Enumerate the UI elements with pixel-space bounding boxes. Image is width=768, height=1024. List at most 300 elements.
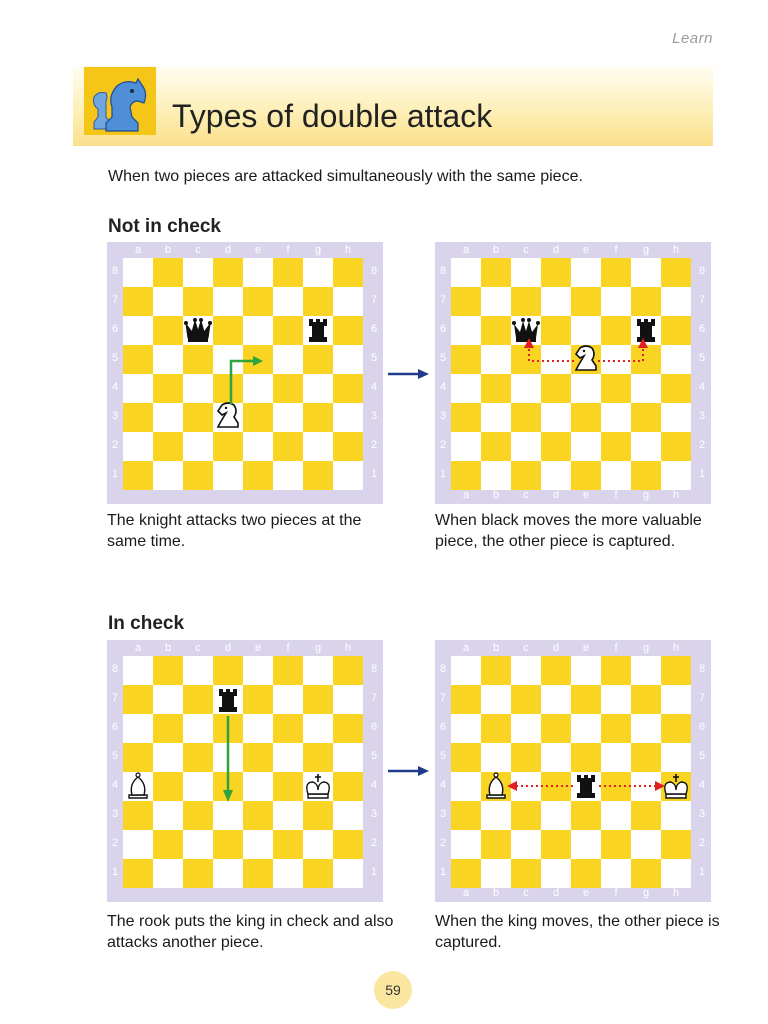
rank-label: 8: [698, 265, 706, 277]
rank-label: 6: [370, 323, 378, 335]
board-square: [333, 801, 363, 830]
board-square: [213, 801, 243, 830]
board-square: [123, 316, 153, 345]
board-square: [451, 345, 481, 374]
board-square: [123, 714, 153, 743]
board-square: [303, 859, 333, 888]
file-label: a: [462, 887, 470, 899]
board-square: [273, 801, 303, 830]
file-label: e: [582, 489, 590, 501]
board-square: [631, 374, 661, 403]
board-square: [511, 714, 541, 743]
file-label: g: [642, 244, 650, 256]
file-label: a: [462, 244, 470, 256]
rank-label: 2: [111, 837, 119, 849]
board-square: [243, 403, 273, 432]
board-square: [571, 258, 601, 287]
rank-label: 7: [439, 692, 447, 704]
file-label: e: [582, 887, 590, 899]
board-square: [153, 714, 183, 743]
board-square: [183, 403, 213, 432]
board-square: [451, 772, 481, 801]
board-square: [481, 403, 511, 432]
file-label: e: [582, 642, 590, 654]
board-square: [123, 374, 153, 403]
board-square: [123, 403, 153, 432]
file-label: d: [552, 887, 560, 899]
board-square: [541, 656, 571, 685]
board-square: [303, 830, 333, 859]
board-square: [511, 461, 541, 490]
board-square: [601, 461, 631, 490]
board-square: [541, 743, 571, 772]
rank-label: 3: [370, 808, 378, 820]
board-square: [661, 432, 691, 461]
rank-label: 8: [111, 265, 119, 277]
rank-label: 6: [370, 721, 378, 733]
board-square: [243, 432, 273, 461]
board-square: [451, 656, 481, 685]
board-square: [661, 287, 691, 316]
board-square: [631, 743, 661, 772]
board-square: [243, 743, 273, 772]
board-square: [601, 830, 631, 859]
file-label: d: [552, 244, 560, 256]
board-square: [661, 801, 691, 830]
board-square: [451, 316, 481, 345]
rank-label: 5: [370, 750, 378, 762]
board-square: [303, 743, 333, 772]
board-square: [661, 656, 691, 685]
board-square: [333, 656, 363, 685]
board-square: [123, 801, 153, 830]
board-square: [213, 287, 243, 316]
board-square: [333, 432, 363, 461]
file-label: c: [523, 642, 529, 654]
file-label: f: [286, 244, 290, 256]
board-square: [631, 830, 661, 859]
board-square: [571, 685, 601, 714]
file-label: a: [134, 244, 142, 256]
board-square: [273, 258, 303, 287]
board-square: [183, 345, 213, 374]
board-square: [183, 743, 213, 772]
board-square: [661, 830, 691, 859]
board-square: [183, 374, 213, 403]
rank-label: 4: [439, 779, 447, 791]
rank-label: 6: [439, 323, 447, 335]
board-square: [273, 859, 303, 888]
board-square: [183, 656, 213, 685]
rank-label: 5: [111, 352, 119, 364]
board-square: [333, 374, 363, 403]
board-square: [273, 714, 303, 743]
rank-label: 8: [370, 265, 378, 277]
board-square: [601, 859, 631, 888]
board-square: [571, 656, 601, 685]
rank-label: 1: [439, 468, 447, 480]
rank-label: 8: [111, 663, 119, 675]
board-square: [511, 287, 541, 316]
rank-label: 5: [698, 352, 706, 364]
board-square: [511, 685, 541, 714]
caption-board-3: The rook puts the king in check and also attacks another piece.: [107, 913, 394, 951]
board-square: [183, 685, 213, 714]
file-label: d: [224, 642, 232, 654]
board-square: [303, 461, 333, 490]
file-label: b: [492, 244, 500, 256]
board-square: [481, 859, 511, 888]
rank-label: 7: [439, 294, 447, 306]
rank-label: 1: [439, 866, 447, 878]
board-square: [541, 432, 571, 461]
board-square: [601, 316, 631, 345]
rank-label: 5: [698, 750, 706, 762]
board-square: [183, 258, 213, 287]
rank-label: 2: [439, 837, 447, 849]
board-square: [661, 258, 691, 287]
board-square: [451, 374, 481, 403]
rank-label: 4: [698, 779, 706, 791]
board-square: [303, 345, 333, 374]
rank-label: 8: [698, 663, 706, 675]
board-square: [123, 859, 153, 888]
file-label: c: [523, 887, 529, 899]
knight-logo-icon: [84, 67, 156, 135]
file-label: g: [314, 244, 322, 256]
rank-label: 7: [111, 294, 119, 306]
rank-label: 7: [698, 692, 706, 704]
file-label: h: [672, 887, 680, 899]
board-square: [153, 374, 183, 403]
board-square: [451, 714, 481, 743]
board-square: [451, 461, 481, 490]
rank-label: 3: [111, 808, 119, 820]
board-square: [183, 287, 213, 316]
board-square: [601, 801, 631, 830]
board-square: [661, 685, 691, 714]
board-square: [631, 656, 661, 685]
board-square: [273, 830, 303, 859]
board-square: [243, 374, 273, 403]
board-square: [153, 801, 183, 830]
intro-text: When two pieces are attacked simultaneously with the same piece.: [108, 168, 583, 185]
rank-label: 5: [111, 750, 119, 762]
white-knight-icon: [576, 346, 596, 370]
board-square: [333, 772, 363, 801]
board-square: [153, 859, 183, 888]
board-square: [243, 461, 273, 490]
rank-label: 8: [370, 663, 378, 675]
file-label: a: [134, 642, 142, 654]
file-label: f: [614, 489, 618, 501]
board-square: [481, 432, 511, 461]
next-arrow-icon: [388, 366, 430, 382]
board-square: [273, 403, 303, 432]
board-square: [661, 403, 691, 432]
rank-label: 4: [111, 381, 119, 393]
file-label: e: [254, 642, 262, 654]
rank-label: 1: [370, 866, 378, 878]
board-square: [661, 461, 691, 490]
board-square: [303, 801, 333, 830]
board-square: [153, 316, 183, 345]
board-square: [273, 345, 303, 374]
board-square: [243, 830, 273, 859]
file-label: g: [642, 489, 650, 501]
board-square: [213, 859, 243, 888]
board-square: [541, 714, 571, 743]
board-square: [541, 287, 571, 316]
board-square: [303, 287, 333, 316]
file-label: b: [164, 642, 172, 654]
board-square: [541, 801, 571, 830]
board-square: [541, 859, 571, 888]
rank-label: 5: [439, 352, 447, 364]
board-square: [123, 656, 153, 685]
caption-board-1: The knight attacks two pieces at the same time.: [107, 512, 362, 550]
file-label: e: [582, 244, 590, 256]
board-square: [333, 830, 363, 859]
rank-label: 7: [698, 294, 706, 306]
board-square: [601, 403, 631, 432]
board-square: [243, 316, 273, 345]
board-square: [213, 830, 243, 859]
board-square: [183, 801, 213, 830]
rank-label: 7: [370, 294, 378, 306]
board-square: [541, 345, 571, 374]
board-square: [153, 345, 183, 374]
board-square: [511, 859, 541, 888]
board-square: [213, 345, 243, 374]
file-label: g: [314, 642, 322, 654]
board-square: [333, 859, 363, 888]
board-square: [481, 830, 511, 859]
file-label: e: [254, 244, 262, 256]
board-square: [303, 714, 333, 743]
board-square: [153, 772, 183, 801]
board-square: [183, 714, 213, 743]
page-number: 59: [374, 971, 412, 1009]
board-square: [631, 801, 661, 830]
board-square: [273, 656, 303, 685]
file-label: c: [523, 489, 529, 501]
board-square: [333, 743, 363, 772]
rank-label: 7: [370, 692, 378, 704]
board-square: [273, 743, 303, 772]
board-square: [631, 685, 661, 714]
file-label: f: [614, 244, 618, 256]
board-square: [183, 461, 213, 490]
board-square: [511, 403, 541, 432]
board-square: [601, 685, 631, 714]
rank-label: 2: [370, 439, 378, 451]
board-square: [541, 403, 571, 432]
rank-label: 6: [698, 721, 706, 733]
board-square: [213, 461, 243, 490]
board-square: [243, 801, 273, 830]
board-square: [213, 258, 243, 287]
board-square: [481, 258, 511, 287]
file-label: c: [195, 244, 201, 256]
board-square: [303, 374, 333, 403]
board-square: [273, 374, 303, 403]
file-label: h: [672, 642, 680, 654]
board-square: [481, 656, 511, 685]
rank-label: 2: [698, 439, 706, 451]
board-square: [661, 859, 691, 888]
file-label: a: [462, 489, 470, 501]
rank-label: 1: [698, 866, 706, 878]
board-square: [511, 345, 541, 374]
file-label: d: [552, 642, 560, 654]
board-square: [631, 258, 661, 287]
board-square: [303, 403, 333, 432]
board-square: [123, 685, 153, 714]
board-square: [601, 345, 631, 374]
file-label: h: [344, 642, 352, 654]
board-square: [243, 685, 273, 714]
board-square: [273, 685, 303, 714]
board-square: [571, 432, 601, 461]
board-square: [333, 316, 363, 345]
board-square: [481, 714, 511, 743]
chess-board-3: [107, 640, 383, 902]
board-square: [273, 316, 303, 345]
board-square: [631, 345, 661, 374]
board-square: [541, 316, 571, 345]
board-square: [541, 374, 571, 403]
file-label: g: [642, 887, 650, 899]
caption-board-2: When black moves the more valuable piece, the other piece is captured.: [435, 512, 702, 550]
section-heading-not-in-check: Not in check: [108, 216, 221, 237]
file-label: h: [672, 489, 680, 501]
board-square: [273, 287, 303, 316]
board-square: [333, 714, 363, 743]
board-square: [511, 432, 541, 461]
board-square: [273, 432, 303, 461]
board-square: [213, 316, 243, 345]
rank-label: 3: [111, 410, 119, 422]
board-square: [571, 714, 601, 743]
board-square: [213, 374, 243, 403]
chess-board-2: [435, 242, 711, 504]
board-square: [123, 743, 153, 772]
board-square: [333, 287, 363, 316]
board-square: [511, 801, 541, 830]
rank-label: 4: [111, 779, 119, 791]
board-square: [303, 656, 333, 685]
board-square: [541, 830, 571, 859]
file-label: d: [224, 244, 232, 256]
file-label: c: [523, 244, 529, 256]
board-square: [571, 461, 601, 490]
rank-label: 1: [698, 468, 706, 480]
board-square: [571, 403, 601, 432]
rank-label: 3: [698, 410, 706, 422]
board-square: [451, 287, 481, 316]
file-label: h: [672, 244, 680, 256]
rank-label: 4: [370, 381, 378, 393]
caption-board-4: When the king moves, the other piece is captured.: [435, 913, 720, 951]
board-square: [273, 461, 303, 490]
rank-label: 4: [370, 779, 378, 791]
board-square: [601, 714, 631, 743]
board-square: [153, 830, 183, 859]
board-square: [481, 685, 511, 714]
rank-label: 3: [370, 410, 378, 422]
rank-label: 3: [439, 808, 447, 820]
board-square: [243, 714, 273, 743]
next-arrow-icon: [388, 763, 430, 779]
board-square: [153, 432, 183, 461]
file-label: a: [462, 642, 470, 654]
board-square: [601, 287, 631, 316]
board-square: [571, 801, 601, 830]
board-square: [183, 432, 213, 461]
file-label: c: [195, 642, 201, 654]
rank-label: 6: [111, 721, 119, 733]
board-square: [153, 258, 183, 287]
board-square: [333, 345, 363, 374]
rank-label: 2: [439, 439, 447, 451]
rank-label: 8: [439, 265, 447, 277]
board-square: [243, 287, 273, 316]
file-label: b: [492, 887, 500, 899]
board-square: [303, 685, 333, 714]
board-square: [273, 772, 303, 801]
file-label: b: [164, 244, 172, 256]
board-square: [511, 830, 541, 859]
board-square: [661, 345, 691, 374]
board-square: [153, 685, 183, 714]
board-square: [481, 316, 511, 345]
board-square: [123, 432, 153, 461]
rank-label: 5: [439, 750, 447, 762]
board-square: [333, 685, 363, 714]
rank-label: 2: [111, 439, 119, 451]
file-label: b: [492, 489, 500, 501]
file-label: f: [614, 887, 618, 899]
rank-label: 4: [698, 381, 706, 393]
board-square: [481, 345, 511, 374]
board-square: [183, 859, 213, 888]
board-square: [511, 258, 541, 287]
board-square: [153, 656, 183, 685]
board-square: [571, 830, 601, 859]
board-square: [571, 743, 601, 772]
board-square: [661, 743, 691, 772]
file-label: f: [614, 642, 618, 654]
board-square: [571, 859, 601, 888]
board-square: [541, 258, 571, 287]
board-square: [183, 772, 213, 801]
rank-label: 2: [698, 837, 706, 849]
rank-label: 2: [370, 837, 378, 849]
board-square: [481, 743, 511, 772]
board-square: [451, 432, 481, 461]
board-square: [243, 258, 273, 287]
board-square: [451, 685, 481, 714]
board-square: [123, 258, 153, 287]
board-square: [153, 287, 183, 316]
board-square: [601, 432, 631, 461]
rank-label: 4: [439, 381, 447, 393]
chess-board-1: [107, 242, 383, 504]
rank-label: 5: [370, 352, 378, 364]
board-square: [661, 316, 691, 345]
rank-label: 8: [439, 663, 447, 675]
